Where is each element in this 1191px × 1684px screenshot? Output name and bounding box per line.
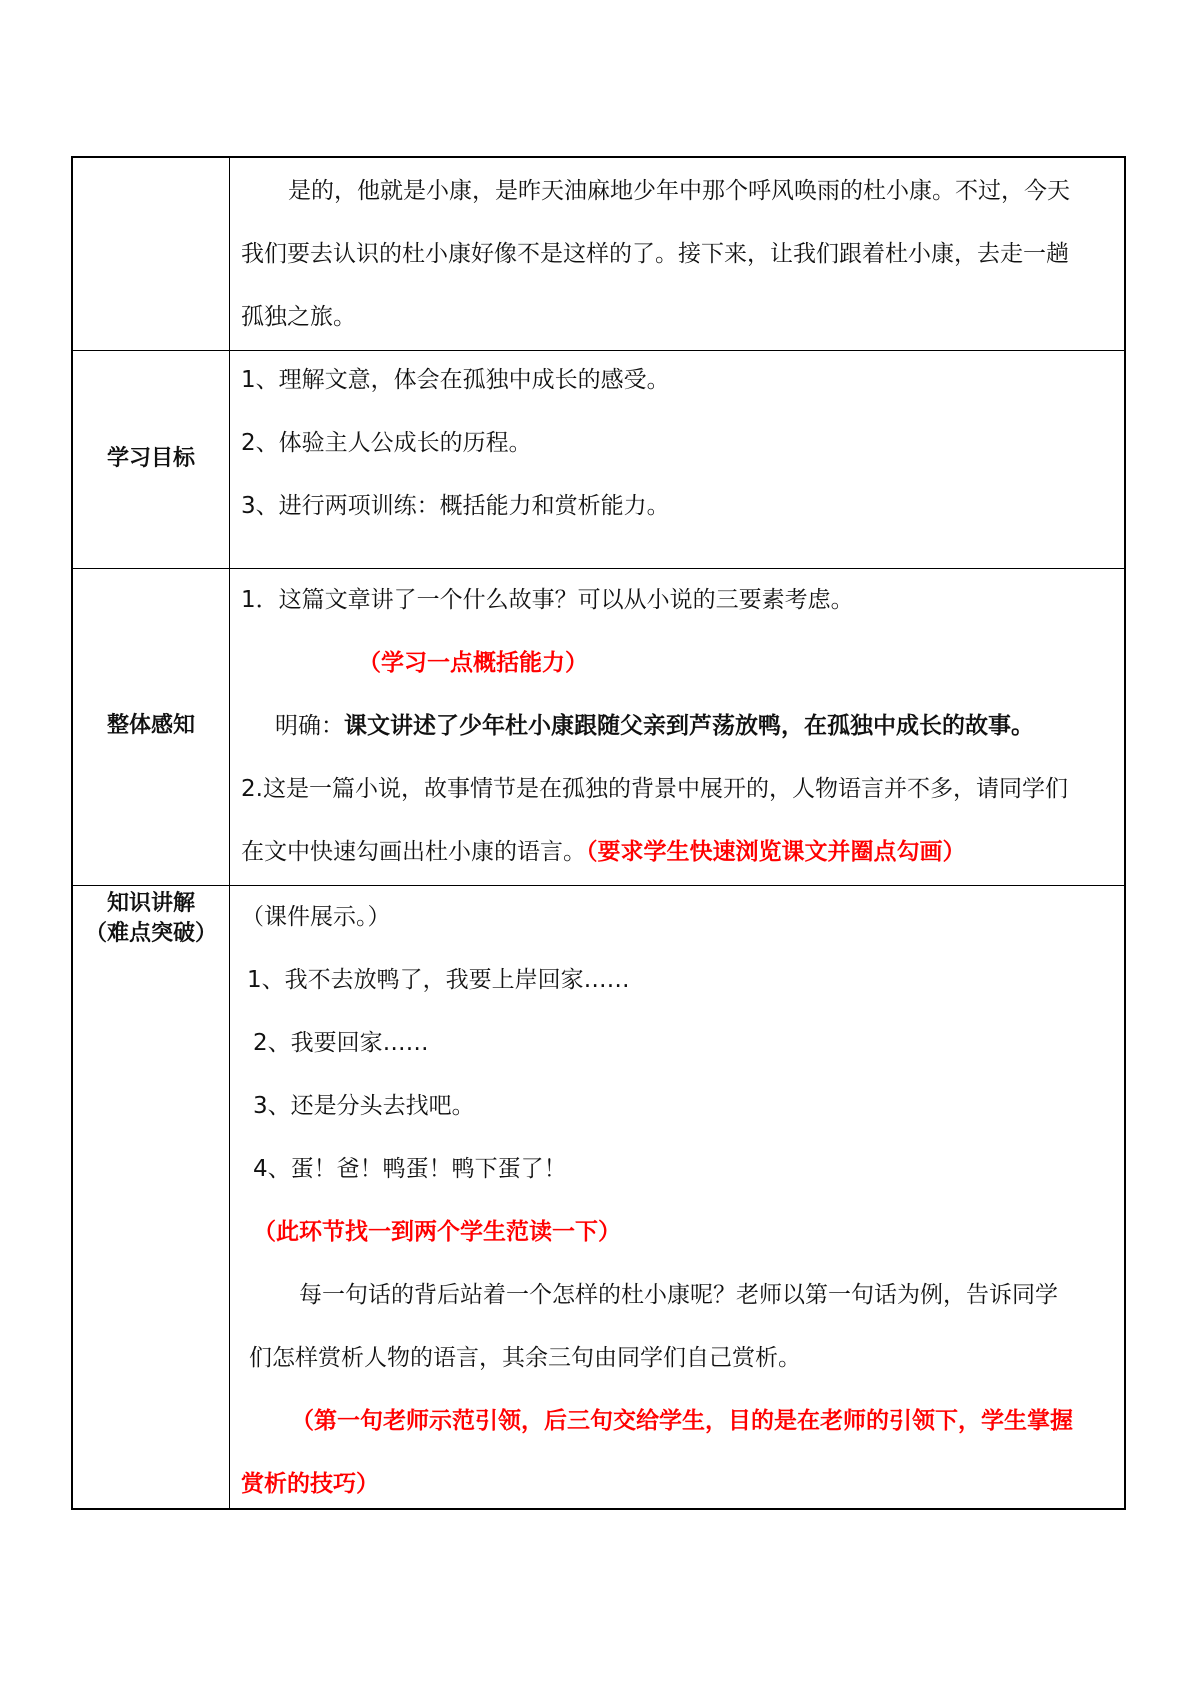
quote-4: 4、蛋！爸！鸭蛋！鸭下蛋了！ <box>253 1156 567 1182</box>
lesson-plan-table <box>71 156 1126 1510</box>
difficulty-label: （难点突破） <box>84 921 217 946</box>
answer-line <box>275 711 1034 741</box>
quote-3: 3、还是分头去找吧。 <box>253 1093 475 1119</box>
question-2-line-1: 2.这是一篇小说，故事情节是在孤独的背景中展开的，人物语言并不多，请同学们 <box>241 776 1068 802</box>
row-divider <box>73 885 1124 886</box>
note-teacher-demo-line-2: 赏析的技巧） <box>241 1471 379 1497</box>
row1-line-2: 我们要去认识的杜小康好像不是这样的了。接下来，让我们跟着杜小康，去走一趟 <box>241 241 1069 267</box>
note-summarize-ability: （学习一点概括能力） <box>358 650 588 676</box>
note-teacher-demo-line-1: （第一句老师示范引领，后三句交给学生，目的是在老师的引领下，学生掌握 <box>291 1408 1073 1434</box>
learning-goals-label: 学习目标 <box>106 446 195 471</box>
note-browse-text: （要求学生快速浏览课文并圈点勾画） <box>586 839 966 865</box>
note-model-reading: （此环节找一到两个学生范读一下） <box>253 1219 621 1245</box>
overall-perception-label: 整体感知 <box>106 713 195 738</box>
question-2-text: 在文中快速勾画出杜小康的语言。 <box>241 839 586 865</box>
paragraph-line-2: 们怎样赏析人物的语言，其余三句由同学们自己赏析。 <box>249 1345 801 1371</box>
row1-line-1: 是的，他就是小康，是昨天油麻地少年中那个呼风唤雨的杜小康。不过，今天 <box>288 178 1070 204</box>
answer-text: 课文讲述了少年杜小康跟随父亲到芦荡放鸭，在孤独中成长的故事。 <box>344 713 1034 739</box>
row-divider <box>73 350 1124 351</box>
quote-2: 2、我要回家…… <box>253 1030 429 1056</box>
knowledge-label: 知识讲解 <box>106 891 195 916</box>
question-1: 1．这篇文章讲了一个什么故事？可以从小说的三要素考虑。 <box>241 587 854 613</box>
quote-1: 1、我不去放鸭了，我要上岸回家…… <box>247 967 630 993</box>
goal-item-3: 3、进行两项训练：概括能力和赏析能力。 <box>241 493 670 519</box>
row-divider <box>73 568 1124 569</box>
paragraph-line-1: 每一句话的背后站着一个怎样的杜小康呢？老师以第一句话为例，告诉同学 <box>299 1282 1058 1308</box>
question-2-line-2 <box>241 837 966 867</box>
row1-line-3: 孤独之旅。 <box>241 304 356 330</box>
goal-item-1: 1、理解文意，体会在孤独中成长的感受。 <box>241 367 670 393</box>
courseware-intro: （课件展示。） <box>241 904 391 930</box>
column-divider <box>229 158 230 1508</box>
answer-prefix: 明确： <box>275 713 344 739</box>
goal-item-2: 2、体验主人公成长的历程。 <box>241 430 532 456</box>
